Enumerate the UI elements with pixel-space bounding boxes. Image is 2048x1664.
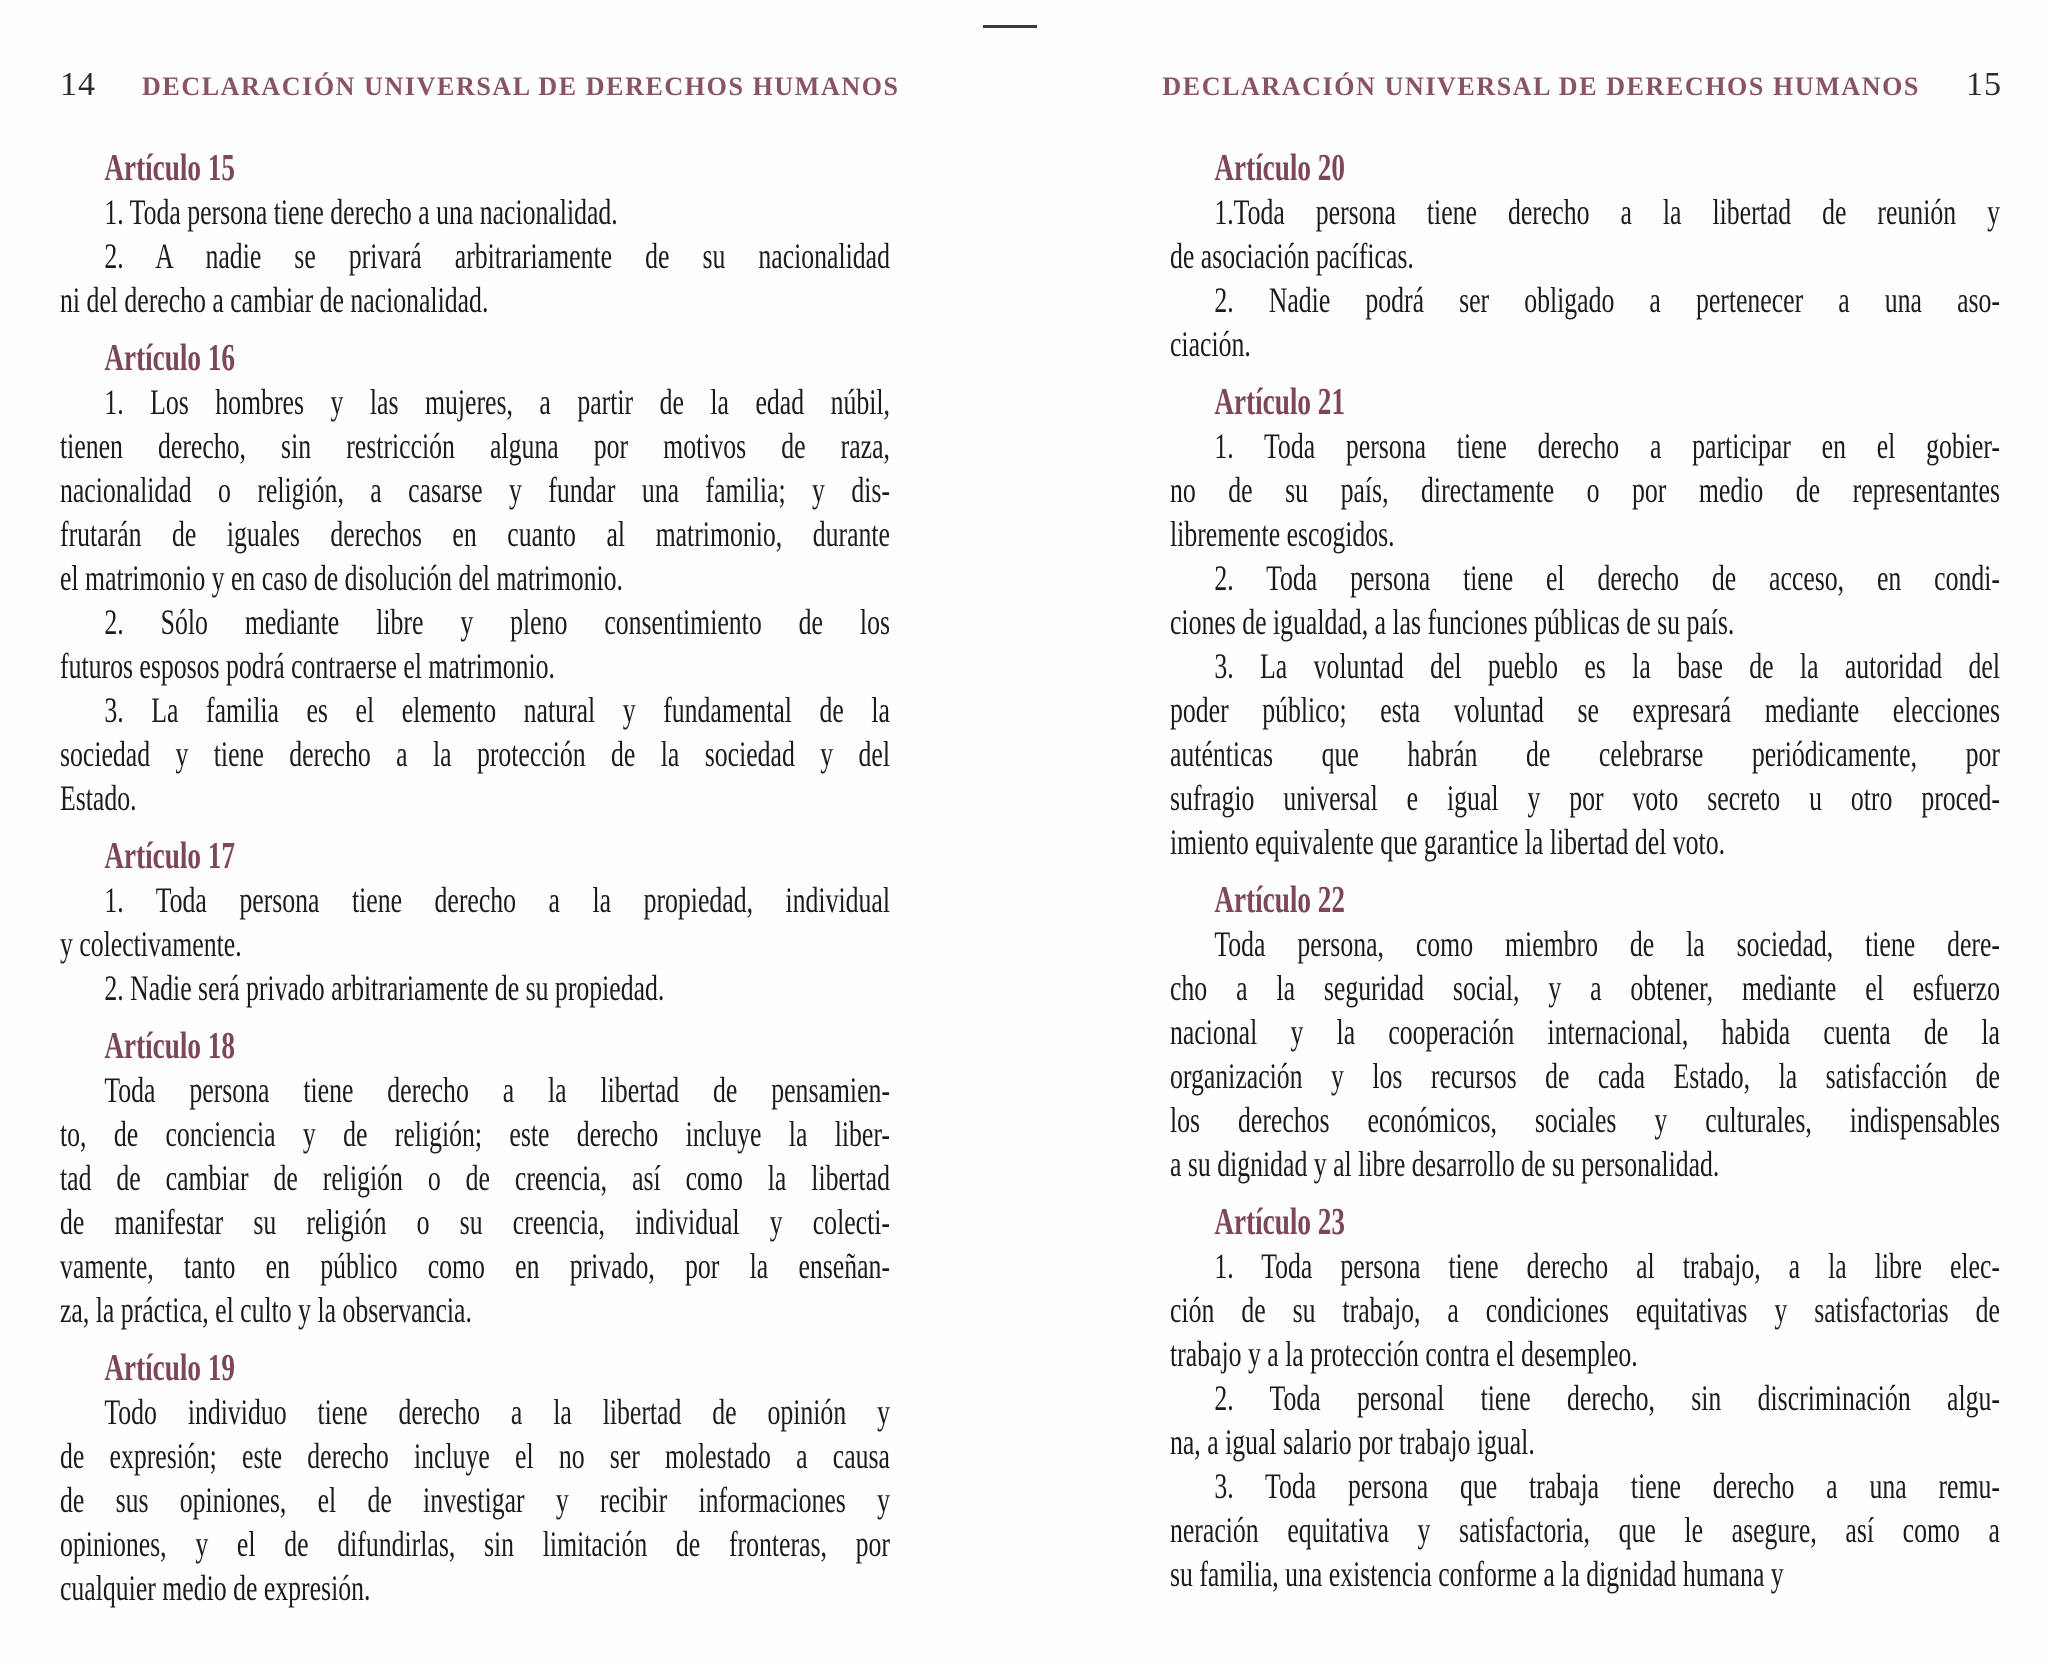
article xyxy=(1170,878,2000,1186)
text-line: libremente escogidos. xyxy=(1170,514,1395,554)
text-line: sociedad y tiene derecho a la protección de la sociedad y del xyxy=(60,734,890,774)
text-line: nacional y la cooperación internacional, habida cuenta de la xyxy=(1170,1012,2000,1052)
top-rule-mark xyxy=(983,25,1037,28)
text-line: 2. Toda personal tiene derecho, sin discriminación algu- xyxy=(1214,1378,2000,1418)
article-heading: Artículo 23 xyxy=(1214,1201,1345,1243)
text-line: de sus opiniones, el de investigar y recibir informaciones y xyxy=(60,1480,890,1520)
article-heading: Artículo 18 xyxy=(104,1025,235,1067)
article-heading: Artículo 17 xyxy=(104,835,235,877)
text-line: 1. Toda persona tiene derecho a la propiedad, individual xyxy=(104,880,890,920)
paragraph xyxy=(60,380,890,600)
text-line: tienen derecho, sin restricción alguna por motivos de raza, xyxy=(60,426,890,466)
paragraph xyxy=(60,966,890,1010)
paragraph xyxy=(60,878,890,966)
text-line: opiniones, y el de difundirlas, sin limitación de fronteras, por xyxy=(60,1524,890,1564)
paragraph xyxy=(1170,424,2000,556)
paragraph xyxy=(1170,278,2000,366)
text-line: a su dignidad y al libre desarrollo de su personalidad. xyxy=(1170,1144,1720,1184)
text-line: ciones de igualdad, a las funciones públicas de su país. xyxy=(1170,602,1735,642)
text-line: los derechos económicos, sociales y culturales, indispensables xyxy=(1170,1100,2000,1140)
text-line: poder público; esta voluntad se expresará mediante elecciones xyxy=(1170,690,2000,730)
text-line: Toda persona, como miembro de la sociedad, tiene dere- xyxy=(1214,924,2000,964)
text-line: 1. Toda persona tiene derecho a una nacionalidad. xyxy=(104,192,618,232)
article xyxy=(60,336,890,820)
text-line: su familia, una existencia conforme a la dignidad humana y xyxy=(1170,1554,1784,1594)
text-line: frutarán de iguales derechos en cuanto al matrimonio, durante xyxy=(60,514,890,554)
text-line: cualquier medio de expresión. xyxy=(60,1568,371,1608)
text-line: el matrimonio y en caso de disolución del matrimonio. xyxy=(60,558,623,598)
page-14 xyxy=(60,0,900,1664)
text-line: imiento equivalente que garantice la libertad del voto. xyxy=(1170,822,1726,862)
paragraph xyxy=(60,1068,890,1332)
text-line: ción de su trabajo, a condiciones equitativas y satisfactorias de xyxy=(1170,1290,2000,1330)
text-line: Estado. xyxy=(60,778,137,818)
article xyxy=(60,1024,890,1332)
text-line: organización y los recursos de cada Estado, la satisfacción de xyxy=(1170,1056,2000,1096)
paragraph xyxy=(1170,190,2000,278)
text-line: 3. La familia es el elemento natural y fundamental de la xyxy=(104,690,890,730)
article-heading: Artículo 20 xyxy=(1214,147,1345,189)
article xyxy=(60,1346,890,1610)
text-line: to, de conciencia y de religión; este derecho incluye la liber- xyxy=(60,1114,890,1154)
text-line: 1.Toda persona tiene derecho a la libertad de reunión y xyxy=(1214,192,2000,232)
article xyxy=(60,834,890,1010)
text-line: nacionalidad o religión, a casarse y fundar una familia; y dis- xyxy=(60,470,890,510)
text-line: ni del derecho a cambiar de nacionalidad. xyxy=(60,280,489,320)
text-line: sufragio universal e igual y por voto secreto u otro proced- xyxy=(1170,778,2000,818)
page-14-header xyxy=(60,66,900,104)
text-line: 1. Toda persona tiene derecho a participar en el gobier- xyxy=(1214,426,2000,466)
article-heading: Artículo 16 xyxy=(104,337,235,379)
paragraph xyxy=(1170,556,2000,644)
page-15-body xyxy=(1170,146,2000,1596)
text-line: de asociación pacíficas. xyxy=(1170,236,1414,276)
text-line: y colectivamente. xyxy=(60,924,242,964)
page-15-header xyxy=(1162,66,2002,104)
text-line: za, la práctica, el culto y la observancia. xyxy=(60,1290,472,1330)
article-heading: Artículo 22 xyxy=(1214,879,1345,921)
text-line: de expresión; este derecho incluye el no ser molestado a causa xyxy=(60,1436,890,1476)
article xyxy=(60,146,890,322)
paragraph xyxy=(1170,1244,2000,1376)
article xyxy=(1170,380,2000,864)
text-line: Toda persona tiene derecho a la libertad de pensamien- xyxy=(104,1070,890,1110)
text-line: 1. Los hombres y las mujeres, a partir de la edad núbil, xyxy=(104,382,890,422)
paragraph xyxy=(60,688,890,820)
text-line: tad de cambiar de religión o de creencia, así como la libertad xyxy=(60,1158,890,1198)
running-head: DECLARACIÓN UNIVERSAL DE DERECHOS HUMANOS xyxy=(142,72,900,101)
article xyxy=(1170,1200,2000,1596)
text-line: 3. Toda persona que trabaja tiene derecho a una remu- xyxy=(1214,1466,2000,1506)
text-line: 2. Nadie podrá ser obligado a pertenecer a una aso- xyxy=(1214,280,2000,320)
paragraph xyxy=(1170,1376,2000,1464)
text-line: neración equitativa y satisfactoria, que le asegure, así como a xyxy=(1170,1510,2000,1550)
text-line: futuros esposos podrá contraerse el matrimonio. xyxy=(60,646,556,686)
article xyxy=(1170,146,2000,366)
text-line: 1. Toda persona tiene derecho al trabajo, a la libre elec- xyxy=(1214,1246,2000,1286)
paragraph xyxy=(1170,1464,2000,1596)
text-line: no de su país, directamente o por medio de representantes xyxy=(1170,470,2000,510)
paragraph xyxy=(60,234,890,322)
text-line: Todo individuo tiene derecho a la libertad de opinión y xyxy=(104,1392,890,1432)
text-line: trabajo y a la protección contra el desempleo. xyxy=(1170,1334,1638,1374)
text-line: 2. Sólo mediante libre y pleno consentimiento de los xyxy=(104,602,890,642)
text-line: na, a igual salario por trabajo igual. xyxy=(1170,1422,1535,1462)
text-line: vamente, tanto en público como en privado, por la enseñan- xyxy=(60,1246,890,1286)
paragraph xyxy=(1170,644,2000,864)
paragraph xyxy=(1170,922,2000,1186)
text-line: auténticas que habrán de celebrarse periódicamente, por xyxy=(1170,734,2000,774)
text-line: ciación. xyxy=(1170,324,1251,364)
page-number: 14 xyxy=(60,66,96,103)
page-15 xyxy=(1162,0,2002,1664)
text-line: de manifestar su religión o su creencia, individual y colecti- xyxy=(60,1202,890,1242)
article-heading: Artículo 19 xyxy=(104,1347,235,1389)
text-line: cho a la seguridad social, y a obtener, mediante el esfuerzo xyxy=(1170,968,2000,1008)
running-head: DECLARACIÓN UNIVERSAL DE DERECHOS HUMANOS xyxy=(1162,72,1920,101)
article-heading: Artículo 15 xyxy=(104,147,235,189)
paragraph xyxy=(60,600,890,688)
text-line: 3. La voluntad del pueblo es la base de la autoridad del xyxy=(1214,646,2000,686)
paragraph xyxy=(60,190,890,234)
paragraph xyxy=(60,1390,890,1610)
text-line: 2. Toda persona tiene el derecho de acceso, en condi- xyxy=(1214,558,2000,598)
text-line: 2. A nadie se privará arbitrariamente de su nacionalidad xyxy=(104,236,890,276)
page-14-body xyxy=(60,146,890,1610)
text-line: 2. Nadie será privado arbitrariamente de su propiedad. xyxy=(104,968,665,1008)
article-heading: Artículo 21 xyxy=(1214,381,1345,423)
page-number: 15 xyxy=(1966,66,2002,103)
